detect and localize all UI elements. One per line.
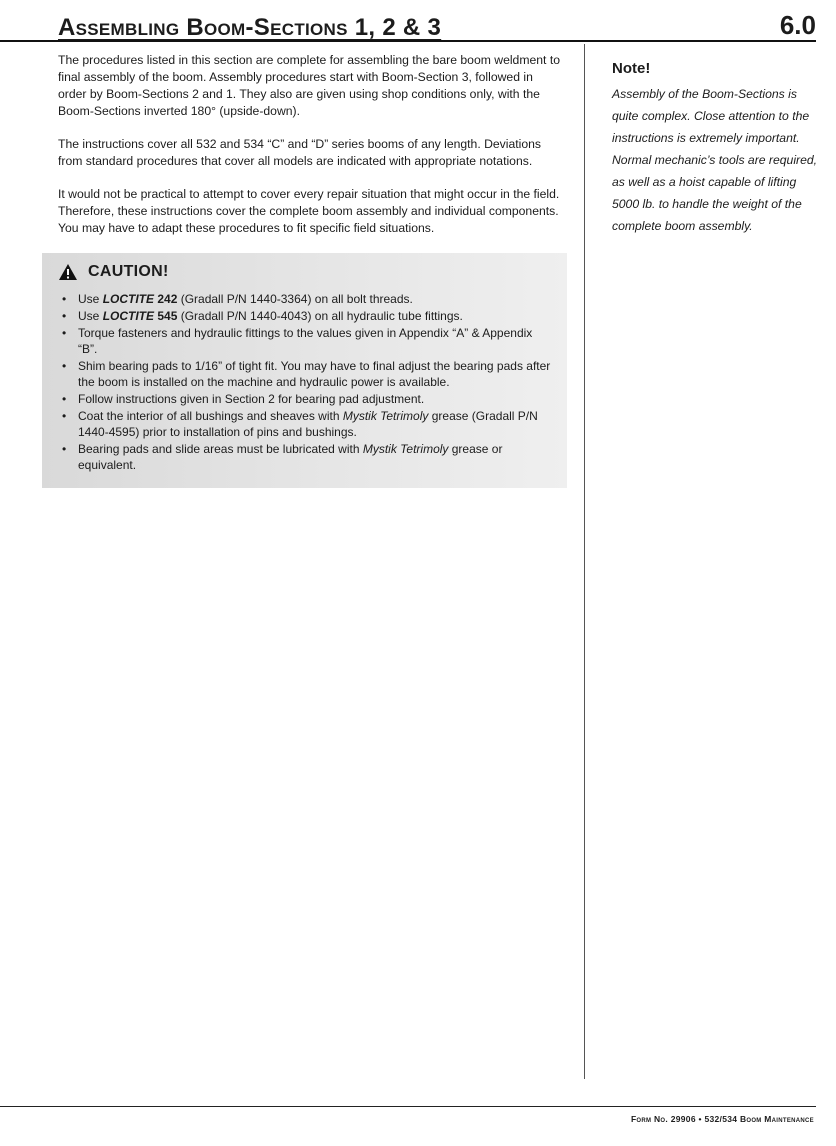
caution-item-loctite-242: • Use LOCTITE 242 (Gradall P/N 1440-3364) on all bolt threads. — [58, 291, 553, 307]
page-title: Assembling Boom-Sections 1, 2 & 3 — [58, 14, 442, 41]
coverage-paragraph: The instructions cover all 532 and 534 “C” and “D” series booms of any length. Deviations from standard procedures that cover all models are indicated with appropriate notations. — [58, 137, 542, 168]
note-sidebar — [612, 60, 822, 237]
note-title: Note! — [612, 60, 651, 77]
caution-item-shim: • Shim bearing pads to 1/16” of tight fit. You may have to final adjust the bearing pads after the boom is installed on the machine and hydraulic power is available. — [58, 358, 553, 390]
header-divider — [0, 40, 816, 42]
caution-item-coat-grease: • Coat the interior of all bushings and sheaves with Mystik Tetrimoly grease (Gradall P/N 1440-4595) prior to installation of pins and bushings. — [58, 408, 553, 440]
caution-item-lubricate: • Bearing pads and slide areas must be lubricated with Mystik Tetrimoly grease or equivalent. — [58, 441, 553, 473]
caution-item-bearing-adjust: • Follow instructions given in Section 2 for bearing pad adjustment. — [58, 391, 553, 407]
main-column — [58, 52, 563, 488]
loctite-brand: LOCTITE — [102, 309, 155, 323]
caution-header — [58, 263, 553, 281]
intro-paragraph: The procedures listed in this section are complete for assembling the bare boom weldment to final assembly of the boom. Assembly procedures start with Boom-Section 3, followed in order by Boom-Sections 2 and 1. They also are given using shop conditions only, with the Boom-Sections inverted 180° (upside-down). — [58, 53, 560, 118]
page-header — [0, 0, 836, 44]
caution-title: CAUTION! — [88, 263, 169, 280]
column-divider — [584, 44, 585, 1079]
warning-triangle-icon — [58, 263, 78, 281]
caution-item-torque: • Torque fasteners and hydraulic fittings to the values given in Appendix “A” & Appendix “B”. — [58, 325, 553, 357]
section-number: 6.0 — [779, 10, 816, 40]
caution-list — [58, 291, 553, 473]
caution-item-loctite-545: • Use LOCTITE 545 (Gradall P/N 1440-4043) on all hydraulic tube fittings. — [58, 308, 553, 324]
field-paragraph: It would not be practical to attempt to cover every repair situation that might occur in the field. Therefore, these instructions cover the complete boom assembly and individual components. You may have to adapt these procedures to fit specific field situations. — [58, 187, 560, 235]
caution-box — [42, 253, 567, 488]
loctite-brand: LOCTITE — [102, 292, 155, 306]
note-text: Assembly of the Boom-Sections is quite complex. Close attention to the instructions is extremely important. Normal mechanic’s tools are required, as well as a hoist capable of lifting 5000 lb. to handle the weight of the complete boom assembly. — [612, 87, 818, 233]
footer-form-number: Form No. 29906 • 532/534 Boom Maintenance — [630, 1114, 814, 1124]
footer-divider — [0, 1106, 816, 1107]
